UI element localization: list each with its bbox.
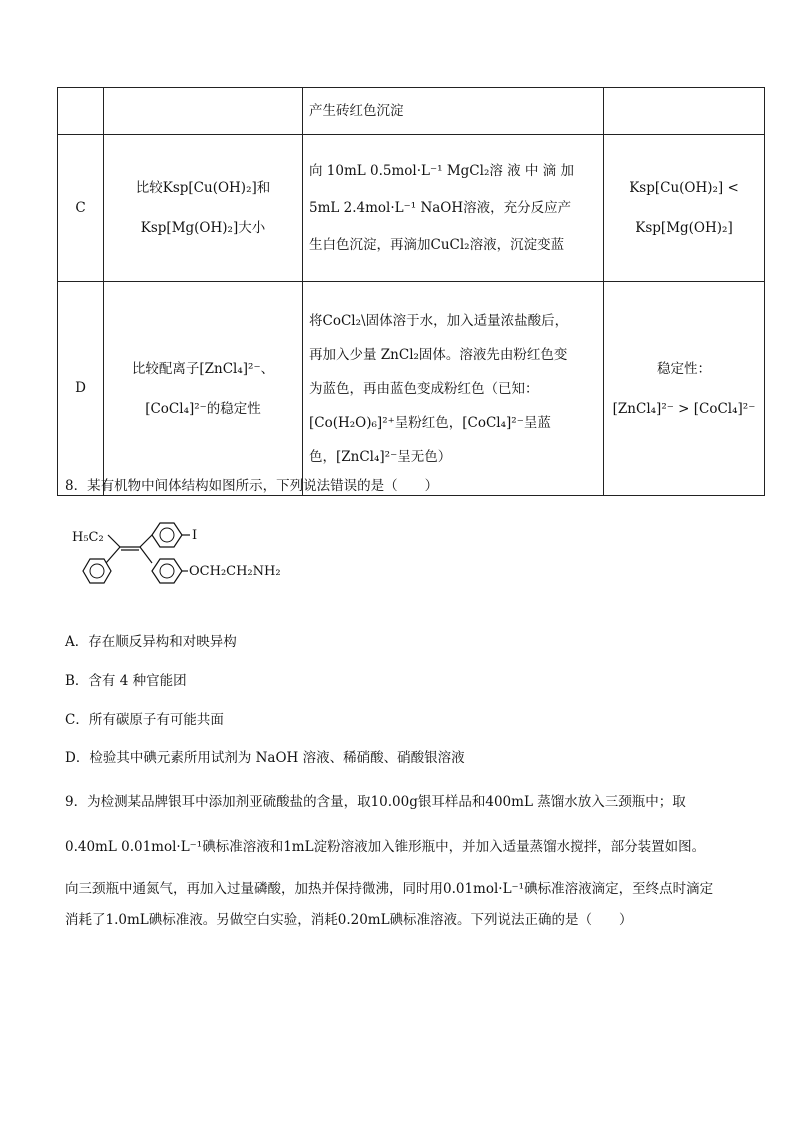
purpose-cell	[104, 88, 303, 135]
question-9-line: 向三颈瓶中通氮气，再加入过量磷酸，加热并保持微沸，同时用0.01mol·L⁻¹碘标准溶液滴定，至终点时滴定	[65, 881, 714, 897]
aromatic-circle	[90, 564, 104, 578]
purpose-cell	[104, 135, 303, 282]
conclusion-cell	[604, 88, 765, 135]
ethyl-label: H₅C₂	[72, 530, 104, 545]
operation-line: 为蓝色，再由蓝色变成粉红色（已知：	[309, 380, 539, 397]
aromatic-circle	[160, 528, 174, 542]
conclusion-line: Ksp[Mg(OH)₂]	[635, 220, 733, 236]
benzene-ring	[152, 523, 182, 547]
operation-line: 将CoCl₂\固体溶于水，加入适量浓盐酸后，	[309, 312, 569, 329]
operation-cell: 产生砖红色沉淀	[303, 88, 604, 135]
molecular-structure	[68, 505, 283, 605]
conclusion-line: [ZnCl₄]²⁻ > [CoCl₄]²⁻	[612, 400, 756, 417]
bond	[106, 547, 120, 563]
operation-line: 向 10mL 0.5mol·L⁻¹ MgCl₂溶 液 中 滴 加	[309, 162, 575, 179]
option-a: A．存在顺反异构和对映异构	[65, 634, 237, 650]
aromatic-circle	[160, 564, 174, 578]
option-label-cell: C	[58, 135, 104, 282]
bond	[140, 535, 152, 547]
table-row	[58, 88, 765, 135]
operation-cell	[303, 282, 604, 496]
bond	[108, 535, 120, 547]
operation-line: [Co(H₂O)₆]²⁺呈粉红色，[CoCl₄]²⁻呈蓝	[309, 414, 551, 431]
purpose-line: 比较配离子[ZnCl₄]²⁻、	[131, 360, 275, 377]
question-9-line: 0.40mL 0.01mol·L⁻¹碘标准溶液和1mL淀粉溶液加入锥形瓶中，并加入适量蒸馏水搅拌，部分装置如图。	[65, 839, 706, 855]
iodo-label: I	[192, 528, 198, 543]
side-chain-label: OCH₂CH₂NH₂	[189, 564, 281, 579]
purpose-line: [CoCl₄]²⁻的稳定性	[145, 400, 261, 417]
operation-cell	[303, 135, 604, 282]
table-row	[58, 282, 765, 496]
operation-line: 5mL 2.4mol·L⁻¹ NaOH溶液，充分反应产	[309, 199, 572, 216]
conclusion-cell	[604, 282, 765, 496]
option-b: B．含有 4 种官能团	[65, 673, 187, 689]
operation-line: 色，[ZnCl₄]²⁻呈无色）	[309, 448, 452, 465]
bond	[140, 547, 152, 563]
option-label-cell	[58, 88, 104, 135]
conclusion-line: 稳定性：	[657, 360, 711, 377]
question-9-line: 消耗了1.0mL碘标准液。另做空白实验，消耗0.20mL碘标准溶液。下列说法正确的是（ ）	[65, 912, 633, 928]
purpose-line: 比较Ksp[Cu(OH)₂]和	[135, 180, 271, 196]
option-label-cell: D	[58, 282, 104, 496]
conclusion-line: Ksp[Cu(OH)₂] <	[629, 180, 739, 196]
question-9-line: 9．为检测某品牌银耳中添加剂亚硫酸盐的含量，取10.00g银耳样品和400mL 蒸馏水放入三颈瓶中；取	[65, 794, 686, 810]
experiment-table	[57, 87, 765, 496]
question-8-stem: 8．某有机物中间体结构如图所示，下列说法错误的是（ ）	[65, 478, 439, 494]
option-d: D．检验其中碘元素所用试剂为 NaOH 溶液、稀硝酸、硝酸银溶液	[65, 750, 465, 766]
conclusion-cell	[604, 135, 765, 282]
operation-line: 再加入少量 ZnCl₂固体。溶液先由粉红色变	[309, 346, 568, 363]
benzene-ring	[152, 559, 182, 583]
table-row	[58, 135, 765, 282]
purpose-line: Ksp[Mg(OH)₂]大小	[140, 220, 266, 236]
option-c: C．所有碳原子有可能共面	[65, 712, 224, 728]
purpose-cell	[104, 282, 303, 496]
operation-line: 生白色沉淀，再滴加CuCl₂溶液，沉淀变蓝	[309, 236, 565, 253]
